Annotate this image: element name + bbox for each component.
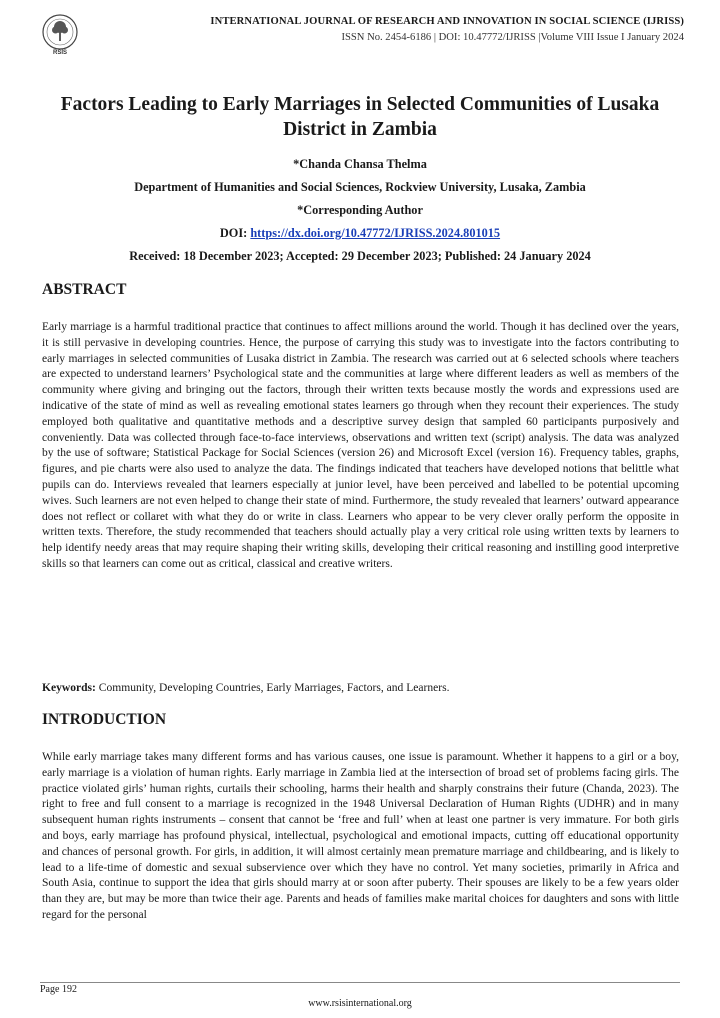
introduction-heading: INTRODUCTION: [42, 711, 167, 728]
doi-label: DOI:: [219, 226, 248, 240]
doi-link[interactable]: https://dx.doi.org/10.47772/IJRISS.2024.801015: [250, 226, 501, 240]
keywords-text: Community, Developing Countries, Early Marriages, Factors, and Learners.: [95, 682, 450, 694]
introduction-text: While early marriage takes many different forms and has various causes, one issue is paramount. Whether it happens to a girl or a boy, early marriage is a violation of human rights. Early marriage in Zambia lied at the intersection of broad set of problems facing girls. The practice violated girls’ human rights, curtails their schooling, harms their health and sharply constrains their future (Chanda, 2023). The right to free and full consent to a marriage is recognized in the 1948 Universal Declaration of Human Rights (UDHR) and in many subsequent human rights instruments – consent that cannot be ‘free and full’ when at least one partner is very immature. For both girls and boys, early marriage has profound physical, intellectual, psychological and emotional impacts, cutting off educational opportunity and chances of personal growth. For girls, in addition, it will almost certainly mean premature marriage and childbearing, and is likely to lead to a life-time of domestic and sexual subservience over which they have no control. Yet many societies, primarily in Africa and South Asia, continue to support the idea that girls should marry at or soon after puberty. Their spouses are likely to be a few years older than they are, but may be more than twice their age. Parents and heads of families make marital choices for daughters and sons with little regard for the personal: [42, 751, 679, 921]
paper-title: Factors Leading to Early Marriages in Selected Communities of Lusaka District in Zambia: [60, 94, 660, 140]
logo-text: RSIS: [52, 50, 68, 56]
page-number: Page 192: [40, 984, 77, 995]
author-name: *Chanda Chansa Thelma: [293, 157, 427, 171]
rsis-logo: [38, 12, 82, 56]
corresponding-author: *Corresponding Author: [297, 203, 423, 217]
footer-divider: [40, 982, 680, 983]
affiliation: Department of Humanities and Social Sciences, Rockview University, Lusaka, Zambia: [134, 180, 586, 194]
footer-url[interactable]: www.rsisinternational.org: [308, 998, 412, 1009]
doi-line: [20, 226, 700, 241]
journal-header: [38, 12, 684, 60]
abstract-heading: ABSTRACT: [42, 281, 127, 298]
journal-meta: ISSN No. 2454-6186 | DOI: 10.47772/IJRISS |Volume VIII Issue I January 2024: [341, 32, 684, 43]
publication-dates: Received: 18 December 2023; Accepted: 29 December 2023; Published: 24 January 2024: [129, 249, 591, 263]
keywords-label: Keywords:: [42, 682, 96, 694]
journal-name: INTERNATIONAL JOURNAL OF RESEARCH AND INNOVATION IN SOCIAL SCIENCE (IJRISS): [210, 16, 684, 27]
keywords-line: [42, 682, 449, 694]
abstract-text: Early marriage is a harmful traditional practice that continues to affect millions around the world. Though it has declined over the years, it is still pervasive in developing countries. Hence, the purpose of carrying this study was to investigate into the factors contributing to early marriages in selected communities of Lusaka district in Zambia. The research was carried out at 6 selected schools where teachers are expected to understand learners’ Psychological state and the communities at large where different leaders as well as members of the community where giving and bringing out the factors, through their written texts because mostly the words and expressions used are indicative of the state of mind as well as revealing emotional states learners go through when they recount their experiences. The study employed both qualitative and quantitative methods and a descriptive survey design that sampled 60 participants purposively and conveniently. Data was collected through face-to-face interviews, observations and written text (script) analysis. The data was analyzed by the use of software; Statistical Package for Social Sciences (version 26) and Microsoft Excel (version 16). Frequency tables, graphs, figures, and pie charts were also used to analyze the data. The findings indicated that teachers have developed notions that belittle what pupils can do. Interviews revealed that learners especially at junior level, have been perceived and labelled to be potential upcoming wives. Such learners are not even helped to change their state of mind. Furthermore, the study revealed that learners’ outward appearance does not reflect or collaret with what they do or write in class. Learners who appear to be very clever orally perform the opposite in written texts. Therefore, the study recommended that teachers should actually play a very critical role using written texts by learners to help identify needy areas that may require shaping their writing skills, developing their critical reasoning and instilling good interpretive skills so that learners can come out as critical, classical and creative writers.: [42, 321, 679, 570]
